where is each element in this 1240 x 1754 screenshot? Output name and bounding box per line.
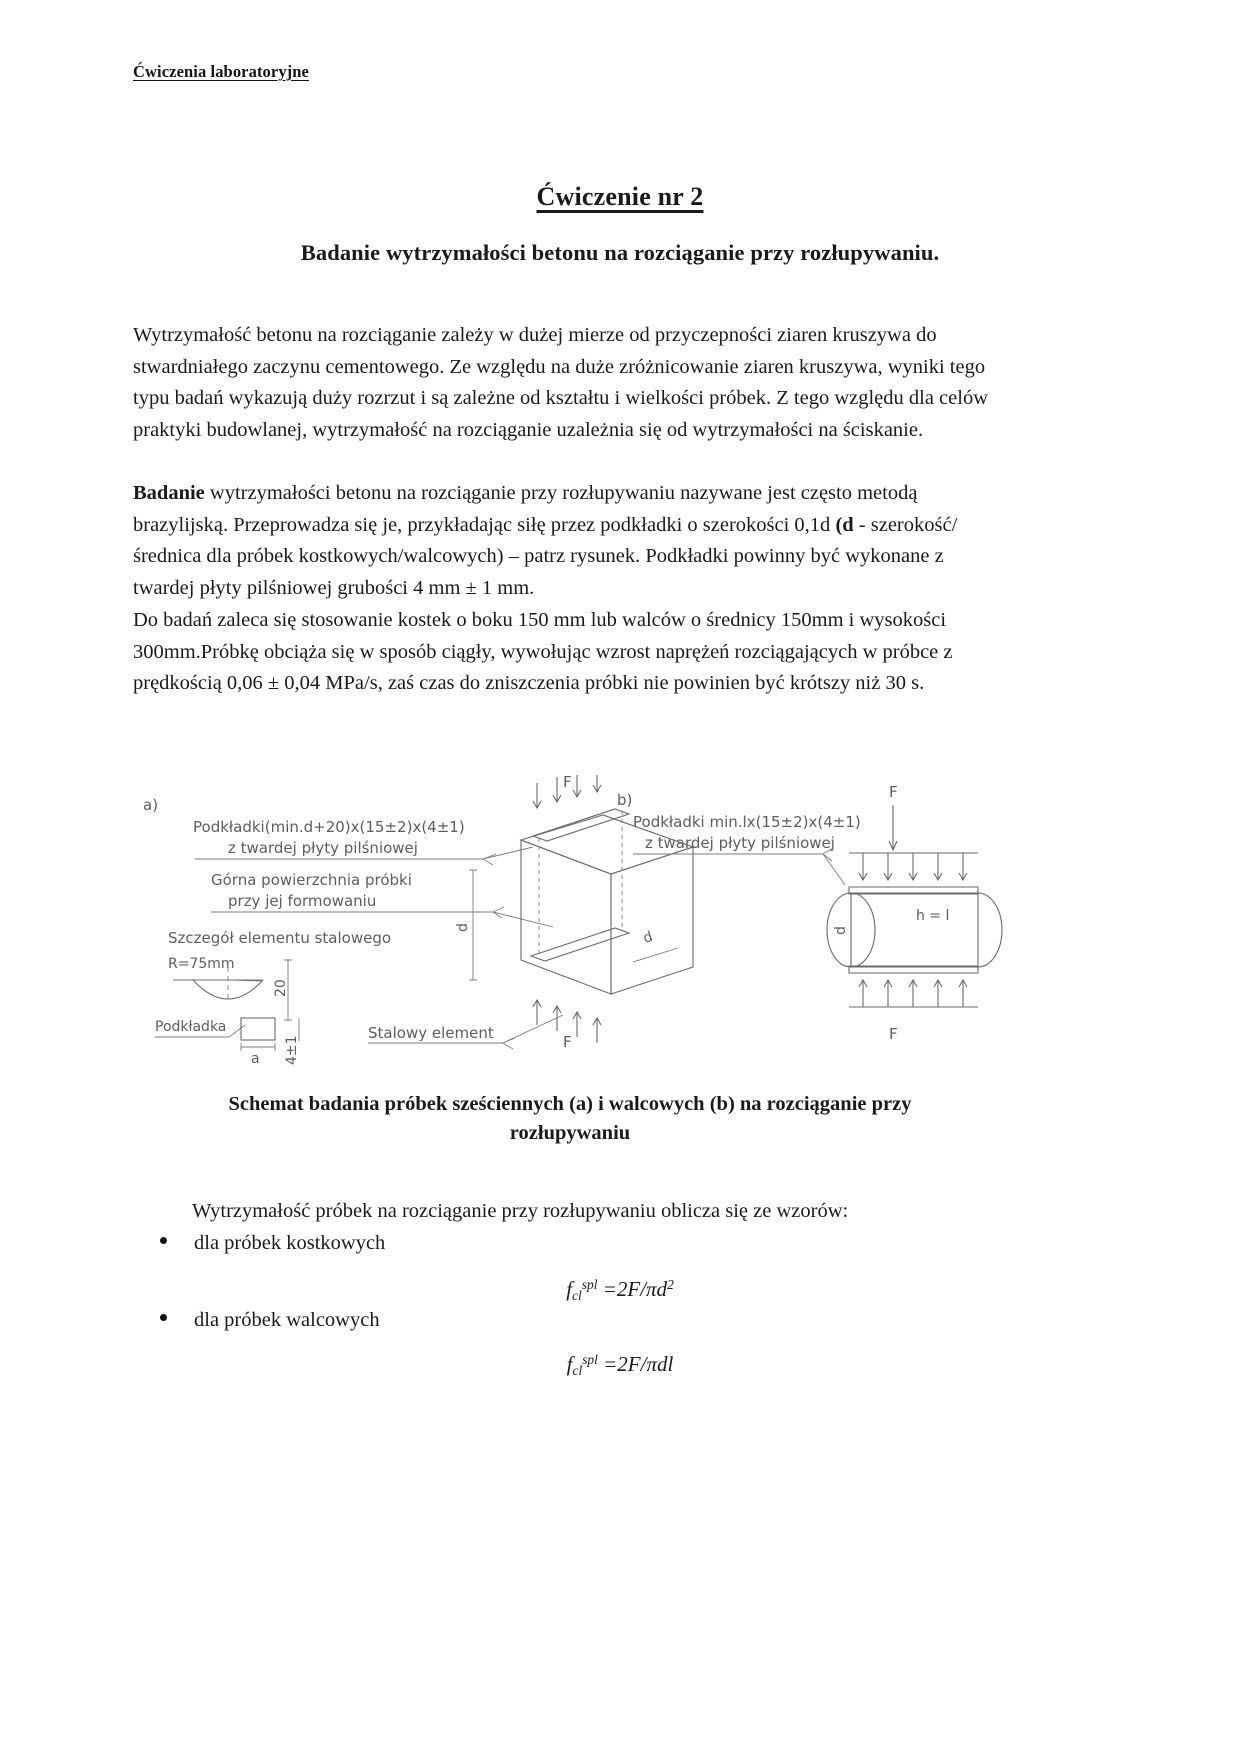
- figure-caption-line2: rozłupywaniu: [509, 1122, 631, 1144]
- formula-cubic-expr: =2F/πd: [597, 1277, 668, 1301]
- label-dim-d-a: d: [455, 923, 471, 932]
- formula-cyl-expr: =2F/πdl: [597, 1352, 674, 1376]
- formula-cubic: [0, 1277, 1240, 1304]
- page-title: [0, 182, 1240, 212]
- paragraph-method-tail: - szerokość/średnica dla próbek kostkowych/walcowych) – patrz rysunek. Podkładki powinny być wykonane z twardej płyty pilśniowej grubości 4 mm ± 1 mm.: [133, 513, 958, 599]
- paragraph-method: [133, 478, 1008, 604]
- bullet-dot-icon: [160, 1237, 167, 1244]
- figure-caption: [150, 1090, 990, 1148]
- label-radius: R=75mm: [168, 956, 235, 972]
- label-dim-a: a: [251, 1051, 260, 1067]
- formula-cylindrical: [0, 1352, 1240, 1379]
- label-cyl-height: h = l: [916, 908, 950, 924]
- formula-cubic-power: 2: [667, 1277, 674, 1293]
- label-dim-d-depth: d: [641, 928, 655, 947]
- label-steel-detail: Szczegół elementu stalowego: [168, 929, 392, 947]
- page-title-text: Ćwiczenie nr 2: [536, 182, 704, 211]
- paragraph-method-lead: Badanie: [133, 482, 205, 504]
- bullet-cubic: [160, 1232, 385, 1255]
- running-header: Ćwiczenia laboratoryjne: [133, 62, 309, 81]
- formulas-lead: Wytrzymałość próbek na rozciąganie przy rozłupywaniu oblicza się ze wzorów:: [192, 1200, 849, 1222]
- formula-cubic-symbol: f: [566, 1277, 573, 1301]
- paragraph-specimens: Do badań zaleca się stosowanie kostek o boku 150 mm lub walców o średnicy 150mm i wysokości 300mm.Próbkę obciąża się w sposób ciągły, wywołując wzrost naprężeń rozciągających w próbce z prędkością 0,06 ± 0,04 MPa/s, zaś czas do zniszczenia próbki nie powinien być krótszy niż 30 s.: [133, 609, 953, 694]
- label-dim-4pm1: 4±1: [284, 1035, 300, 1065]
- paragraph-intro: Wytrzymałość betonu na rozciąganie zależy w dużej mierze od przyczepności ziaren kruszywa do stwardniałego zaczynu cementowego. Ze względu na duże zróżnicowanie ziaren kruszywa, wyniki tego typu badań wykazują duży rozrzut i są zależne od kształtu i wielkości próbek. Z tego względu dla celów praktyki budowlanej, wytrzymałość na rozciąganie uzależnia się od wytrzymałości na ściskanie.: [133, 324, 989, 441]
- formula-cubic-sub: cl: [572, 1287, 582, 1303]
- label-force-bottom-a: F: [563, 1033, 572, 1051]
- paragraph-method-body: wytrzymałości betonu na rozciąganie przy rozłupywaniu nazywane jest często metodą brazylijską. Przeprowadza się je, przykładając siłę przez podkładki o szerokości 0,1d: [133, 482, 918, 536]
- formula-cubic-sup: spl: [581, 1277, 598, 1293]
- bullet-cylindrical: [160, 1309, 380, 1332]
- figure-panel-b-label: b): [617, 791, 633, 809]
- label-top-surface-line1: Górna powierzchnia próbki: [211, 871, 412, 889]
- label-force-top-b: F: [889, 783, 898, 801]
- label-pads-b-line1: Podkładki min.lx(15±2)x(4±1): [633, 813, 861, 831]
- paragraph-method-d: (d: [835, 513, 854, 536]
- label-pads-b-line2: z twardej płyty pilśniowej: [645, 834, 835, 852]
- figure-diagram: [133, 775, 1013, 1070]
- formula-cyl-symbol: f: [566, 1352, 573, 1376]
- label-dim-20: 20: [273, 979, 289, 997]
- figure-caption-line1: Schemat badania próbek sześciennych (a) i walcowych (b) na rozciąganie przy: [228, 1093, 912, 1115]
- label-pad: Podkładka: [155, 1019, 227, 1035]
- label-force-top-a: F: [563, 775, 572, 791]
- bullet-cylindrical-label: dla próbek walcowych: [194, 1309, 380, 1331]
- label-top-surface-line2: przy jej formowaniu: [228, 892, 377, 910]
- formula-cyl-sub: cl: [572, 1362, 583, 1378]
- bullet-cubic-label: dla próbek kostkowych: [194, 1232, 386, 1254]
- formula-cyl-sup: spl: [582, 1352, 598, 1368]
- label-steel-element: Stalowy element: [368, 1024, 494, 1042]
- label-force-bottom-b: F: [889, 1025, 898, 1043]
- label-cyl-d: d: [833, 926, 849, 935]
- figure-panel-a-label: a): [143, 796, 159, 814]
- bullet-dot-icon: [160, 1314, 167, 1321]
- page-subtitle: Badanie wytrzymałości betonu na rozciąganie przy rozłupywaniu.: [300, 240, 940, 265]
- figure-svg: [133, 775, 1013, 1070]
- label-pads-a-line1: Podkładki(min.d+20)x(15±2)x(4±1): [193, 818, 465, 836]
- label-pads-a-line2: z twardej płyty pilśniowej: [228, 839, 418, 857]
